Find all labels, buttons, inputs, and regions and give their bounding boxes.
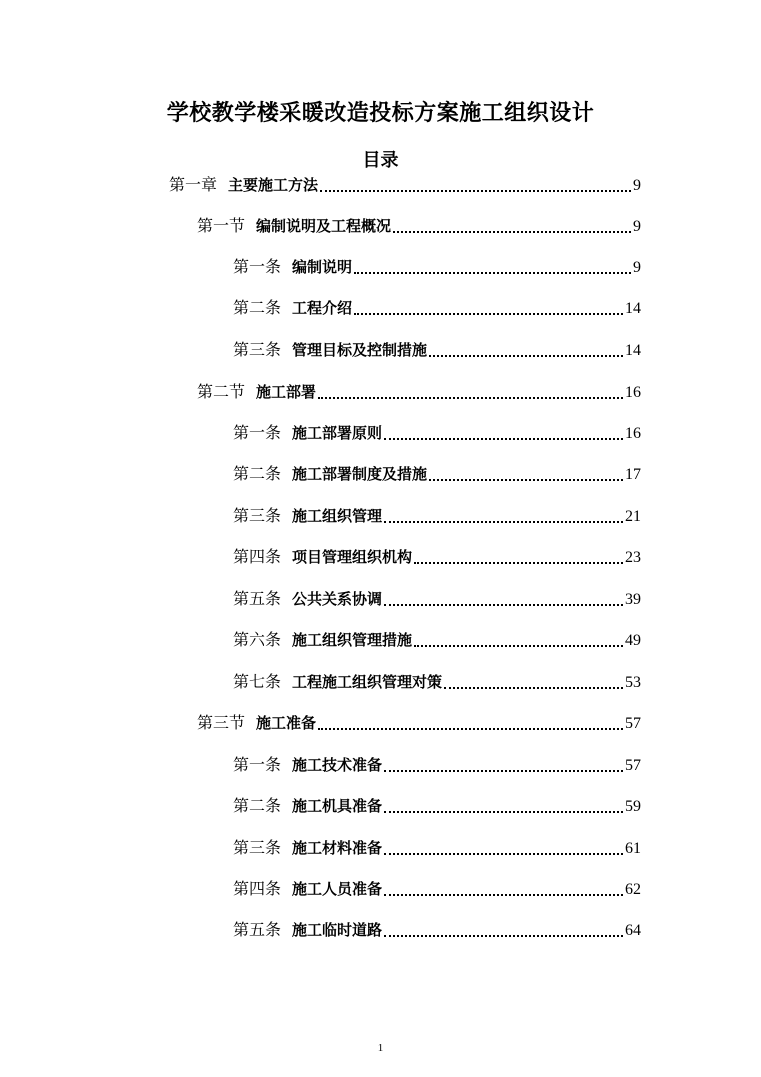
toc-entry-page: 9 — [633, 218, 641, 235]
toc-entry-title: 施工部署 — [256, 383, 317, 401]
toc-entry-title: 工程施工组织管理对策 — [292, 673, 443, 691]
toc-dot-leader — [354, 313, 623, 315]
toc-entry-article[interactable] — [233, 506, 641, 527]
toc-entry-article[interactable] — [233, 879, 641, 900]
toc-entry-title: 施工部署制度及措施 — [292, 465, 428, 483]
toc-entry-page: 14 — [625, 342, 641, 359]
toc-entry-number: 第一条 — [233, 257, 282, 276]
toc-entry-page: 9 — [633, 177, 641, 194]
toc-entry-title: 施工机具准备 — [292, 797, 383, 815]
document-title: 学校教学楼采暖改造投标方案施工组织设计 — [166, 101, 595, 126]
toc-entry-article[interactable] — [233, 257, 641, 278]
toc-dot-leader — [354, 272, 631, 274]
toc-entry-number: 第一章 — [169, 175, 218, 194]
toc-entry-title: 施工材料准备 — [292, 839, 383, 857]
toc-entry-title: 主要施工方法 — [228, 176, 319, 194]
toc-dot-leader — [384, 935, 623, 937]
toc-entry-number: 第二条 — [233, 464, 282, 483]
toc-entry-section[interactable] — [197, 713, 641, 734]
toc-dot-leader — [384, 770, 623, 772]
toc-entry-page: 21 — [625, 508, 641, 525]
toc-entry-title: 施工准备 — [256, 714, 317, 732]
toc-entry-chapter[interactable] — [169, 175, 641, 196]
toc-entry-title: 工程介绍 — [292, 299, 353, 317]
toc-entry-article[interactable] — [233, 547, 641, 568]
toc-dot-leader — [414, 562, 623, 564]
toc-entry-number: 第一条 — [233, 755, 282, 774]
toc-entry-title: 施工技术准备 — [292, 756, 383, 774]
toc-entry-page: 57 — [625, 715, 641, 732]
toc-entry-number: 第四条 — [233, 547, 282, 566]
toc-entry-page: 62 — [625, 881, 641, 898]
toc-entry-number: 第七条 — [233, 672, 282, 691]
toc-dot-leader — [429, 479, 623, 481]
toc-dot-leader — [384, 853, 623, 855]
toc-entry-section[interactable] — [197, 382, 641, 403]
toc-entry-number: 第四条 — [233, 879, 282, 898]
toc-entry-article[interactable] — [233, 423, 641, 444]
toc-dot-leader — [318, 397, 623, 399]
toc-entry-title: 施工组织管理措施 — [292, 631, 413, 649]
toc-entry-number: 第二条 — [233, 298, 282, 317]
toc-entry-title: 管理目标及控制措施 — [292, 341, 428, 359]
toc-dot-leader — [393, 231, 631, 233]
footer-page-number: 1 — [377, 1042, 384, 1054]
toc-entry-number: 第三条 — [233, 838, 282, 857]
toc-entry-page: 39 — [625, 591, 641, 608]
toc-entry-page: 59 — [625, 798, 641, 815]
toc-entry-number: 第五条 — [233, 589, 282, 608]
toc-entry-title: 项目管理组织机构 — [292, 548, 413, 566]
toc-entry-page: 57 — [625, 757, 641, 774]
toc-dot-leader — [384, 811, 623, 813]
toc-dot-leader — [429, 355, 623, 357]
toc-entry-number: 第一条 — [233, 423, 282, 442]
toc-entry-number: 第六条 — [233, 630, 282, 649]
toc-entry-section[interactable] — [197, 216, 641, 237]
toc-dot-leader — [384, 521, 623, 523]
toc-entry-article[interactable] — [233, 838, 641, 859]
toc-entry-number: 第二节 — [197, 382, 246, 401]
toc-entry-number: 第五条 — [233, 920, 282, 939]
toc-entry-page: 17 — [625, 466, 641, 483]
toc-entry-title: 公共关系协调 — [292, 590, 383, 608]
toc-entry-article[interactable] — [233, 589, 641, 610]
toc-entry-page: 14 — [625, 300, 641, 317]
toc-dot-leader — [414, 645, 623, 647]
toc-entry-article[interactable] — [233, 464, 641, 485]
toc-dot-leader — [320, 190, 631, 192]
toc-entry-page: 9 — [633, 259, 641, 276]
toc-entry-title: 施工临时道路 — [292, 921, 383, 939]
toc-entry-title: 施工组织管理 — [292, 507, 383, 525]
toc-entry-number: 第二条 — [233, 796, 282, 815]
toc-entry-title: 编制说明及工程概况 — [256, 217, 392, 235]
toc-entry-article[interactable] — [233, 672, 641, 693]
toc-entry-article[interactable] — [233, 340, 641, 361]
toc-entry-number: 第三条 — [233, 340, 282, 359]
toc-entry-page: 64 — [625, 922, 641, 939]
toc-entry-title: 编制说明 — [292, 258, 353, 276]
toc-entry-page: 53 — [625, 674, 641, 691]
toc-entry-title: 施工部署原则 — [292, 424, 383, 442]
toc-entry-article[interactable] — [233, 796, 641, 817]
toc-entry-page: 23 — [625, 549, 641, 566]
toc-entry-article[interactable] — [233, 755, 641, 776]
toc-entry-article[interactable] — [233, 630, 641, 651]
toc-entry-article[interactable] — [233, 298, 641, 319]
toc-entry-number: 第三节 — [197, 713, 246, 732]
toc-entry-page: 61 — [625, 840, 641, 857]
toc-entry-page: 16 — [625, 384, 641, 401]
toc-dot-leader — [318, 728, 623, 730]
toc-entry-page: 16 — [625, 425, 641, 442]
toc-dot-leader — [384, 438, 623, 440]
toc-heading: 目录 — [362, 150, 399, 171]
toc-dot-leader — [384, 894, 623, 896]
toc-dot-leader — [444, 687, 623, 689]
toc-entry-article[interactable] — [233, 920, 641, 941]
toc-dot-leader — [384, 604, 623, 606]
toc-entry-number: 第三条 — [233, 506, 282, 525]
toc-entry-page: 49 — [625, 632, 641, 649]
toc-entry-title: 施工人员准备 — [292, 880, 383, 898]
toc-entry-number: 第一节 — [197, 216, 246, 235]
